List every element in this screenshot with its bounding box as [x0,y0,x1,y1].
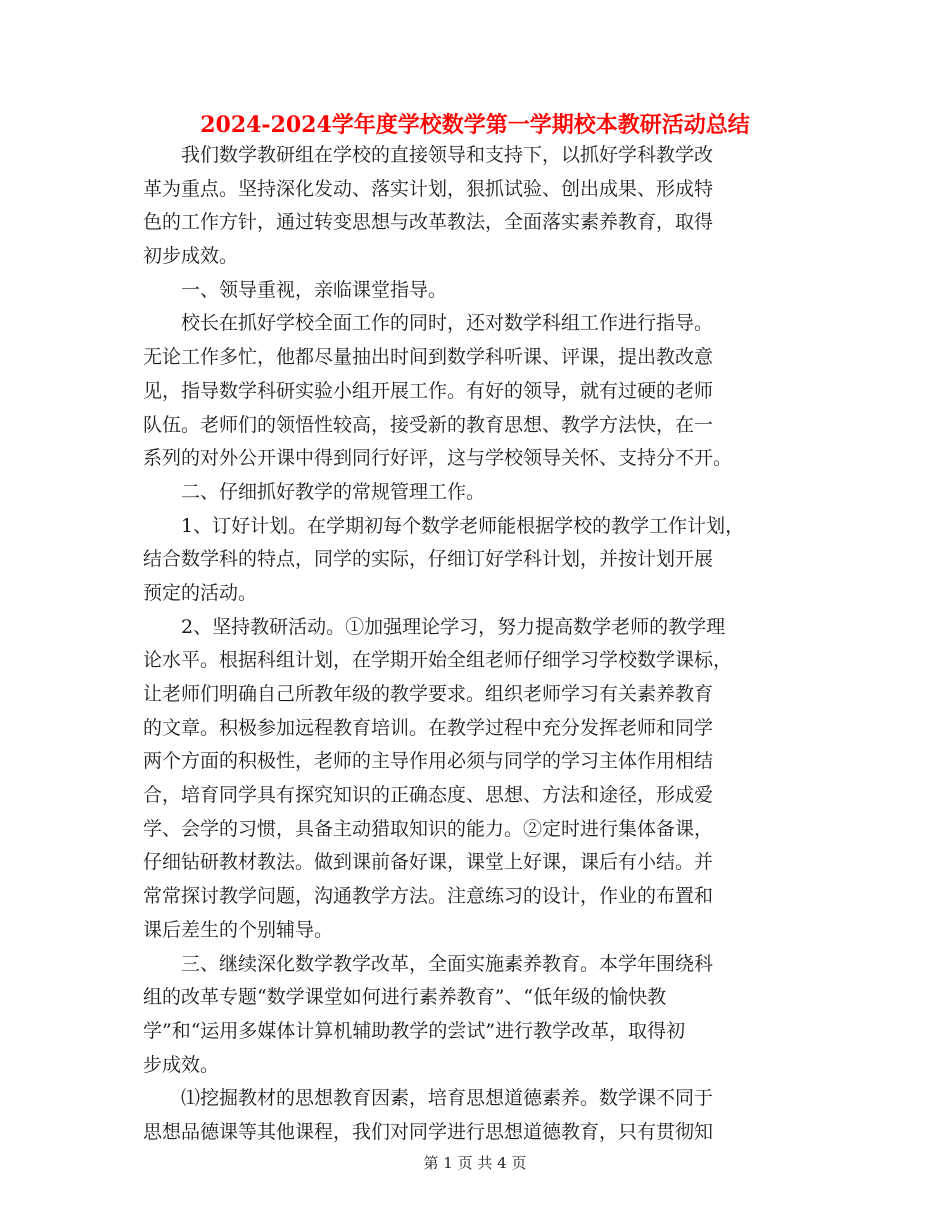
text-line: 的文章。积极参加远程教育培训。在教学过程中充分发挥老师和同学 [143,716,714,739]
text-line: 2、坚持教研活动。①加强理论学习，努力提高数学老师的教学理 [181,615,726,638]
text-line: ⑴挖掘教材的思想教育因素，培育思想道德素养。数学课不同于 [181,1087,714,1110]
text-line: 二、仔细抓好教学的常规管理工作。 [181,480,486,503]
text-line: 队伍。老师们的领悟性较高，接受新的教育思想、教学方法快，在一 [143,413,714,436]
text-line: 初步成效。 [143,245,239,268]
text-line: 学、会学的习惯，具备主动猎取知识的能力。②定时进行集体备课， [143,817,714,840]
text-line: 一、领导重视，亲临课堂指导。 [181,278,448,301]
text-line: 课后差生的个别辅导。 [143,918,334,941]
document-body [143,139,808,1150]
text-line: 预定的活动。 [143,581,258,604]
text-line: 我们数学教研组在学校的直接领导和支持下，以抓好学科教学改 [181,144,714,166]
text-line: 两个方面的积极性，老师的主导作用必须与同学的学习主体作用相结 [143,750,714,773]
text-line: 系列的对外公开课中得到同行好评，这与学校领导关怀、支持分不开。 [143,447,733,470]
text-line: 步成效。 [143,1053,220,1076]
text-line: 思想品德课等其他课程，我们对同学进行思想道德教育，只有贯彻知 [143,1120,714,1143]
text-line: 合，培育同学具有探究知识的正确态度、思想、方法和途径，形成爱 [143,784,714,807]
text-line: 色的工作方针，通过转变思想与改革教法，全面落实素养教育，取得 [143,211,714,234]
text-line: 结合数学科的特点，同学的实际，仔细订好学科计划，并按计划开展 [143,548,714,571]
document-title: 2024-2024学年度学校数学第一学期校本教研活动总结 [200,112,750,138]
text-line: 1、订好计划。在学期初每个数学老师能根据学校的教学工作计划， [181,514,745,537]
text-line: 组的改革专题“数学课堂如何进行素养教育”、“低年级的愉快教 [143,986,667,1009]
text-line: 学”和“运用多媒体计算机辅助教学的尝试”进行教学改革，取得初 [143,1019,686,1042]
page-footer: 第 1 页 共 4 页 [423,1154,527,1172]
text-line: 让老师们明确自己所教年级的教学要求。组织老师学习有关素养教育 [143,683,714,705]
text-line: 见，指导数学科研实验小组开展工作。有好的领导，就有过硬的老师 [143,379,714,402]
text-line: 仔细钻研教材教法。做到课前备好课，课堂上好课，课后有小结。并 [143,851,714,874]
text-line: 常常探讨教学问题，沟通教学方法。注意练习的设计，作业的布置和 [143,885,714,908]
text-line: 无论工作多忙，他都尽量抽出时间到数学科听课、评课，提出教改意 [143,346,714,369]
text-line: 校长在抓好学校全面工作的同时，还对数学科组工作进行指导。 [181,312,714,335]
text-line: 论水平。根据科组计划，在学期开始全组老师仔细学习学校数学课标， [143,649,733,672]
text-line: 三、继续深化数学教学改革，全面实施素养教育。本学年围绕科 [181,952,714,975]
text-line: 革为重点。坚持深化发动、落实计划，狠抓试验、创出成果、形成特 [143,177,714,200]
